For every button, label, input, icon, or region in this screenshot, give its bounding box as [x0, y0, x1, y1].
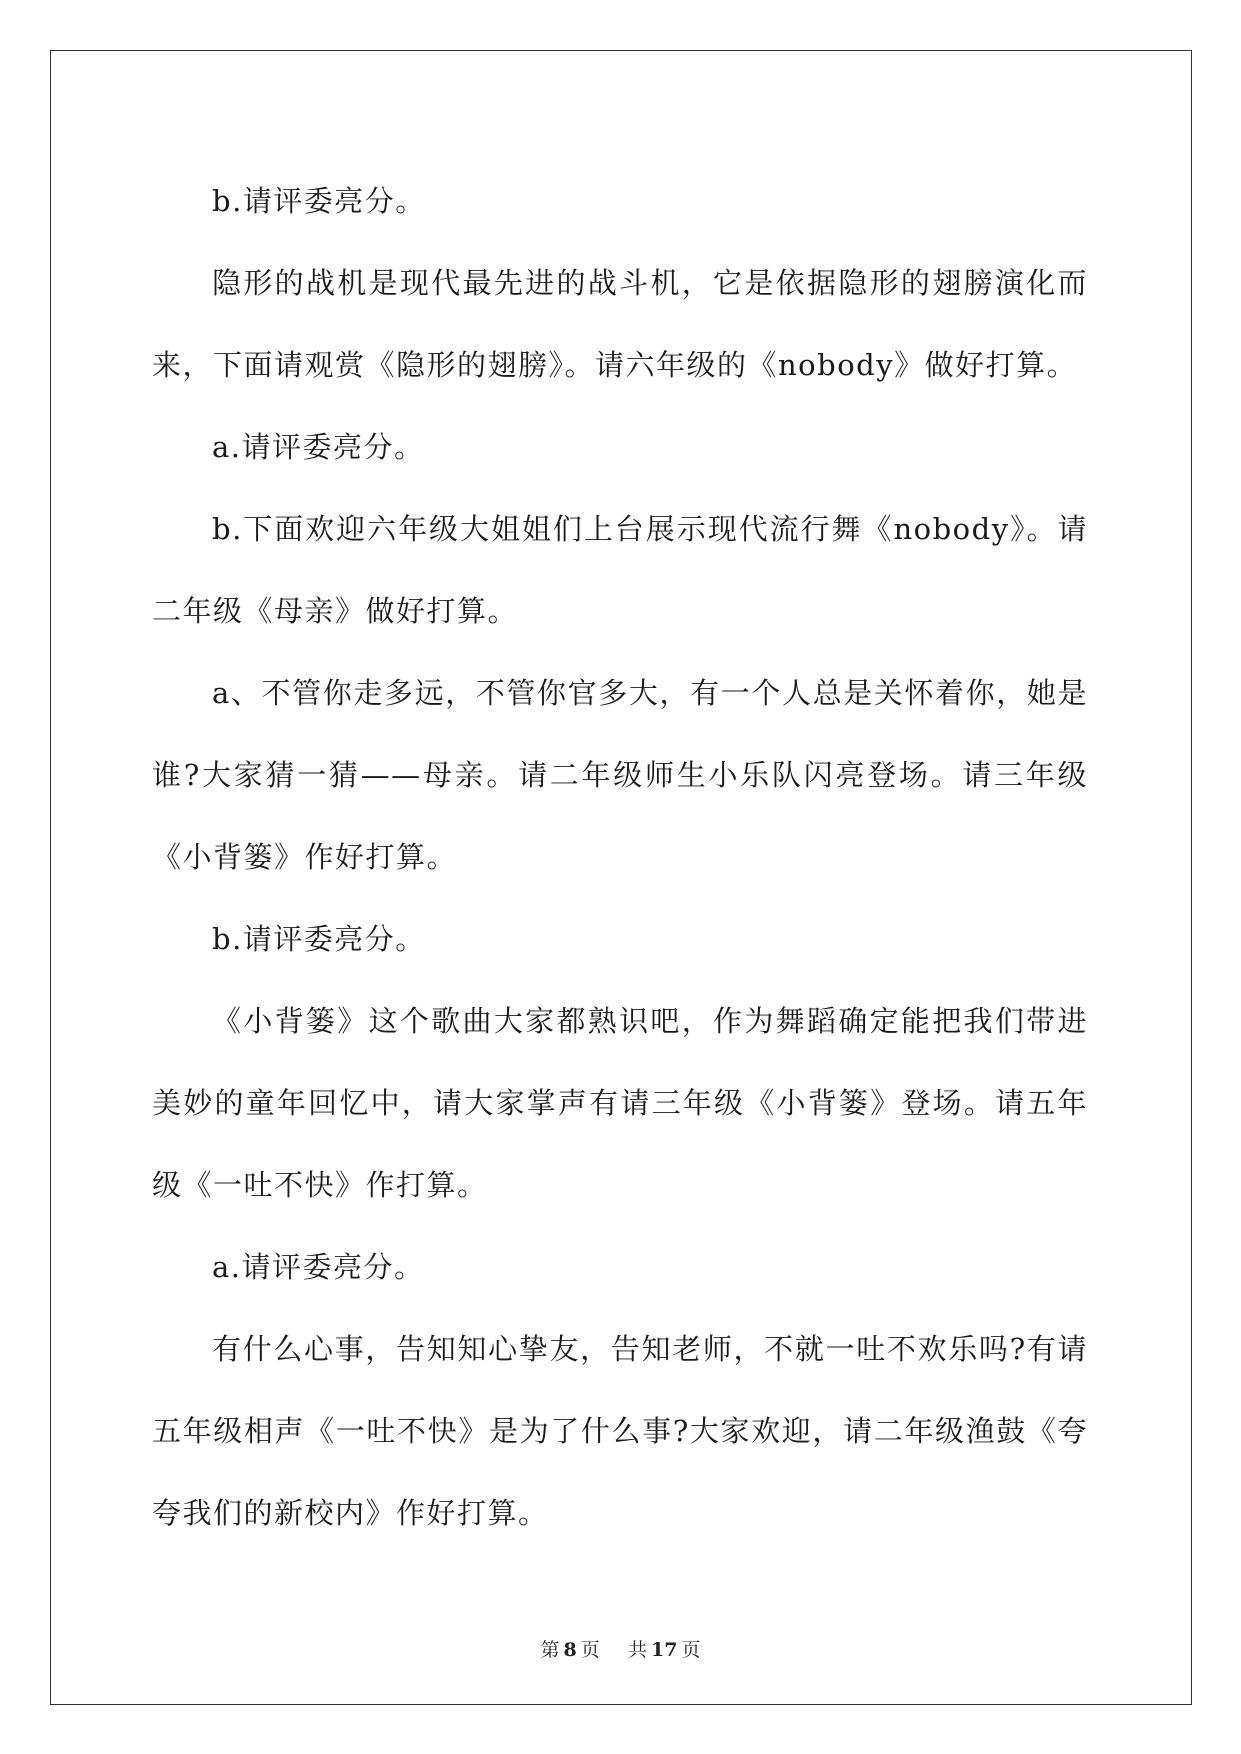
- paragraph-8: a.请评委亮分。: [212, 1250, 425, 1284]
- total-pages-number: 17: [650, 1639, 678, 1661]
- footer-page-suffix: 页: [580, 1639, 600, 1661]
- paragraph-6: b.请评委亮分。: [212, 922, 426, 956]
- paragraph-1: b.请评委亮分。: [212, 184, 426, 218]
- paragraph-3: a.请评委亮分。: [212, 430, 425, 464]
- footer-total-suffix: 页: [681, 1639, 701, 1661]
- paragraph-2: 隐形的战机是现代最先进的战斗机，它是依据隐形的翅膀演化而来，下面请观赏《隐形的翅膀》。请六年级的《nobody》做好打算。: [152, 266, 1088, 382]
- paragraph-5: a、不管你走多远，不管你官多大，有一个人总是关怀着你，她是谁?大家猜一猜——母亲。请二年级师生小乐队闪亮登场。请三年级《小背篓》作好打算。: [152, 676, 1088, 874]
- footer-prefix: 第: [540, 1639, 560, 1661]
- paragraph-4: b.下面欢迎六年级大姐姐们上台展示现代流行舞《nobody》。请二年级《母亲》做好打算。: [152, 512, 1088, 628]
- page-footer: [0, 1635, 1241, 1662]
- current-page-number: 8: [563, 1639, 577, 1661]
- paragraph-9: 有什么心事，告知知心挚友，告知老师，不就一吐不欢乐吗?有请五年级相声《一吐不快》是为了什么事?大家欢迎，请二年级渔鼓《夸夸我们的新校内》作好打算。: [152, 1332, 1088, 1530]
- document-body: [152, 160, 1088, 1554]
- footer-total-prefix: 共: [627, 1639, 647, 1661]
- paragraph-7: 《小背篓》这个歌曲大家都熟识吧，作为舞蹈确定能把我们带进美妙的童年回忆中，请大家掌声有请三年级《小背篓》登场。请五年级《一吐不快》作打算。: [152, 1004, 1088, 1202]
